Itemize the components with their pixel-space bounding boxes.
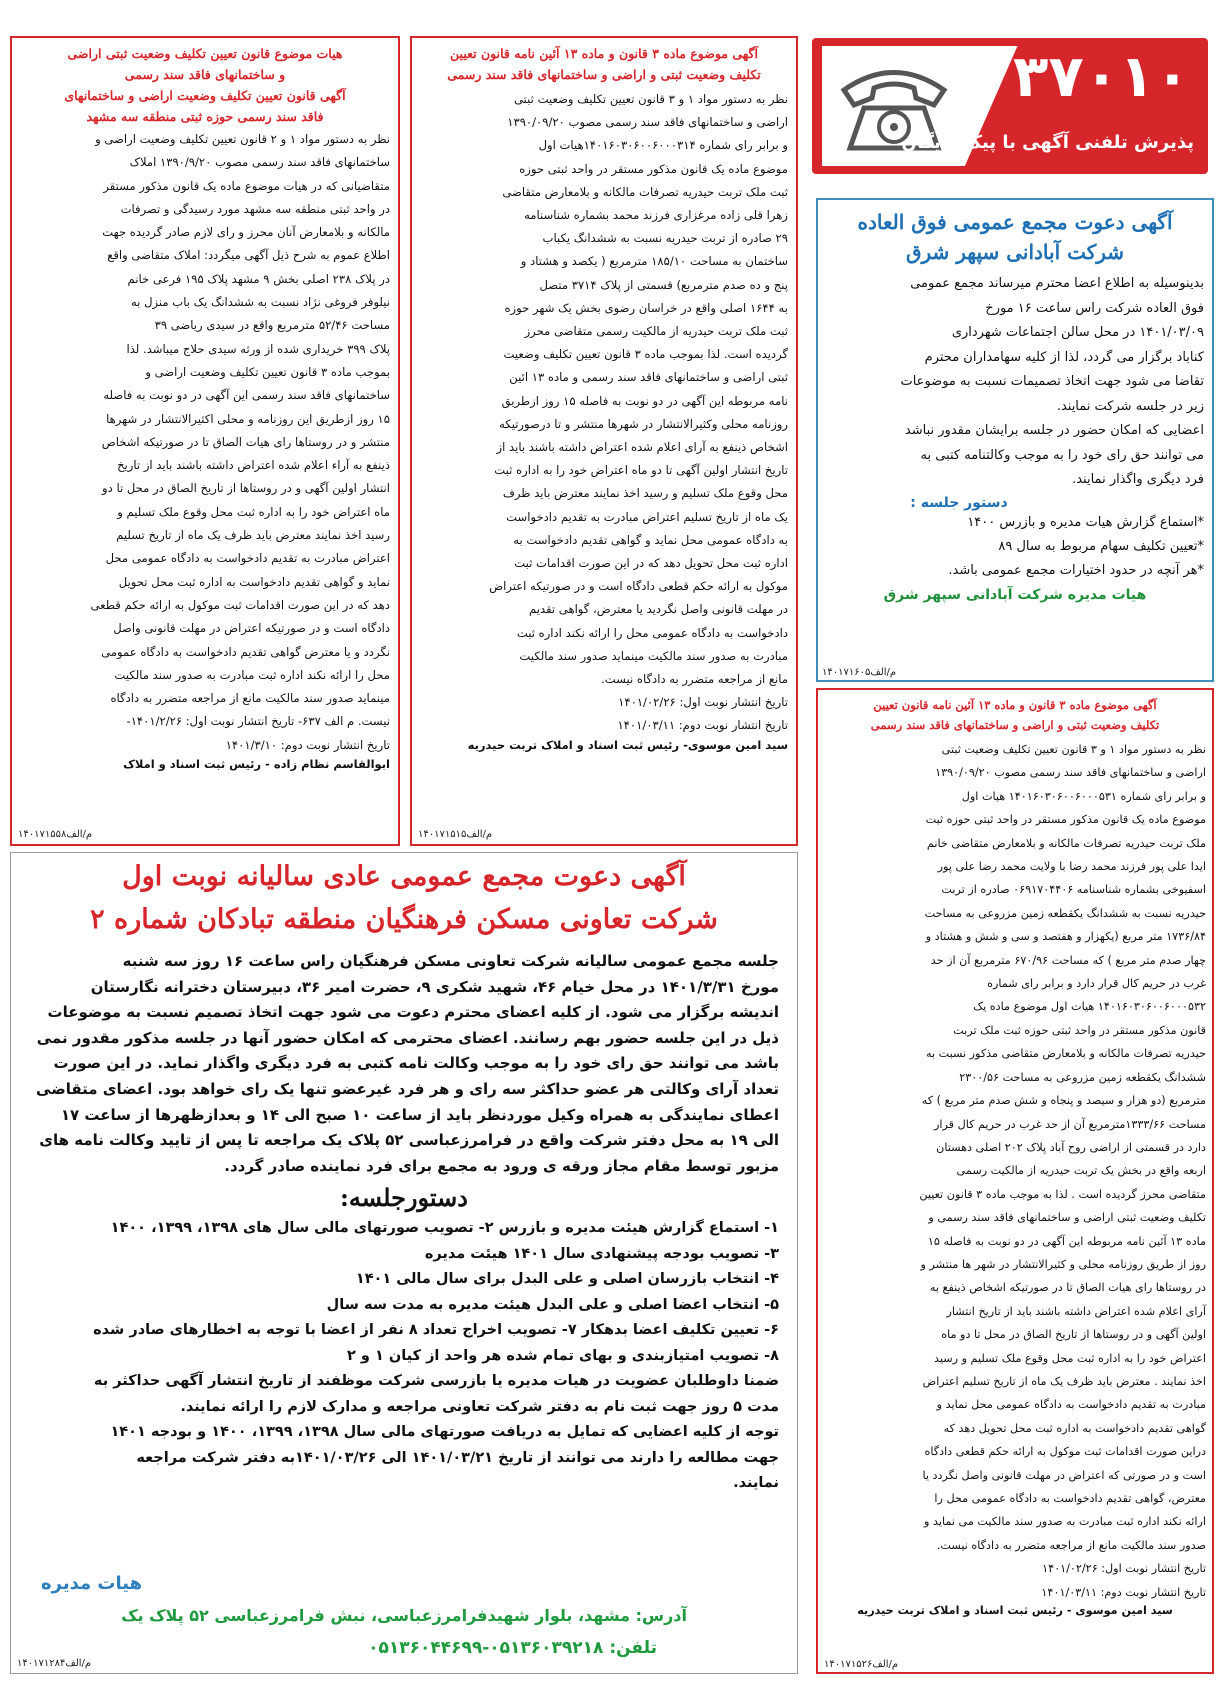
text-line: مورخ ۱۴۰۱/۳/۳۱ در محل خیام ۴۶، شهید شکری ۹، حضرت امیر ۳۶، دبیرستان دخترانه نگارستان xyxy=(90,977,779,996)
text-line: به ۱۶۴۴ اصلی واقع در خراسان رضوی بخش یک شهر حوزه xyxy=(504,300,788,315)
agenda-item: ۶- تعیین تکلیف اعضا بدهکار ۷- تصویب اخراج تعداد ۸ نفر از اعضا با توجه به اخطارهای صادر شده xyxy=(93,1322,779,1339)
text-line: آرای اعلام شده اعتراض داشته باشند باید از تاریخ انتشار xyxy=(946,1304,1206,1318)
text-line: اعطای نمایندگی به همراه وکیل مورد‌نظر باید از ساعت ۱۰ صبح الی ۱۴ و بعدازظهرها از ساعت ۱۷ xyxy=(60,1105,779,1124)
text-line: اراضی و ساختمانهای فاقد سند رسمی مصوب ۱۳۹۰/۰۹/۲۰ xyxy=(935,766,1206,780)
text-line: دهد که در این صورت اقدامات ثبت موکول به ارائه حکم قطعی xyxy=(90,597,390,612)
text-line: گواهی تقدیم دادخواست به اداره ثبت محل تحویل دهد که xyxy=(943,1421,1206,1435)
text-line: اخذ نمایند . معترض باید ظرف یک ماه از تاریخ تسلیم اعتراض xyxy=(922,1374,1206,1388)
text-line: گردیده است. لذا بموجب ماده ۳ قانون تعیین تکلیف وضعیت xyxy=(503,347,788,362)
text-line: مترمربع (دو هزار و سیصد و پنجاه و شش صدم متر مربع ) که xyxy=(921,1094,1206,1108)
sepehr-company-name: شرکت آبادانی سپهر شرق xyxy=(905,240,1125,264)
sepehr-body xyxy=(818,272,1212,493)
text-line: اعتراض مبادرت به تقدیم دادخواست به دادگاه عمومی محل xyxy=(105,551,390,566)
text-line: تقاضا می شود جهت اتخاذ تصمیمات نسبت به موضوعات xyxy=(900,374,1204,389)
text-line: مانع از مراجعه متضرر به دادگاه نیست. xyxy=(601,672,788,687)
text-line: منتشر و در روستاها رای هیات الصاق تا در صورتیکه اشخاص xyxy=(101,434,390,449)
text-line: غرب در حریم کال قرار دارد و برابر رای شماره xyxy=(987,977,1206,991)
text-line: بدینوسیله به اطلاع اعضا محترم میرساند مجمع عمومی xyxy=(910,276,1204,291)
notice-signature: سید امین موسوی- رئیس ثبت اسناد و املاک تربت حیدریه xyxy=(467,737,788,752)
ad-code: م/الف۱۴۰۱۷۱۵۱۵ xyxy=(418,829,493,840)
text-line: صدور سند مالکیت مانع از مراجعه متضرر به دادگاه نیست. xyxy=(936,1538,1206,1552)
notice-title-line2: تکلیف وضعیت ثبتی و اراضی و ساختمانهای فاقد سند رسمی xyxy=(447,67,761,82)
agenda-item: ۵- انتخاب اعضا اصلی و علی البدل هیئت مدیره به مدت سه سال xyxy=(326,1296,779,1313)
text-line: نامه مربوطه این آگهی در دو نوبت به فاصله ۱۵ روز ازطریق xyxy=(501,393,788,408)
registry-notice-ad-right xyxy=(816,688,1214,1674)
text-line: تاریخ انتشار اولین آگهی تا دو ماه اعتراض خود را به اداره ثبت xyxy=(494,463,788,478)
agenda-item: ۱- استماع گزارش هیئت مدیره و بازرس ۲- تصویب صورتهای مالی سال های ۱۳۹۸، ۱۳۹۹، ۱۴۰۰ xyxy=(110,1220,779,1237)
publish-date-second: تاریخ انتشار نوبت دوم: ۱۴۰۱/۰۳/۱۱ xyxy=(1041,1585,1206,1599)
publish-date-second: تاریخ انتشار نوبت دوم: ۱۴۰۱/۰۳/۱۱ xyxy=(617,718,788,733)
text-line: تکلیف وضعیت ثبتی اراضی و ساختمانهای فاقد سند رسمی و xyxy=(928,1211,1206,1225)
text-line: می توانند حق رای خود را به موجب وکالتنامه کتبی به xyxy=(920,447,1204,463)
text-line: الی ۱۹ به محل دفتر شرکت واقع در فرامرزعباسی ۵۲ پلاک یک مراجعه تا پس از تایید وکالت نامه های xyxy=(39,1131,779,1150)
coop-board-signature: هیات مدیره xyxy=(41,1573,143,1594)
text-line: نیلوفر فروغی نژاد نسبت به ششدانگ یک باب منزل به xyxy=(130,295,390,310)
ad-code: م/الف۱۴۰۱۷۱۵۲۶ xyxy=(824,1659,899,1670)
text-line: نظر به دستور مواد ۱ و ۲ قانون تعیین تکلیف وضعیت اراضی و xyxy=(95,132,390,146)
notice-body xyxy=(412,88,796,738)
notice-title-line2: و ساختمانهای فاقد سند رسمی xyxy=(124,67,286,82)
coop-company-name: شرکت تعاونی مسکن فرهنگیان منطقه تبادکان شماره ۲ xyxy=(90,904,718,935)
text-line: دراین صورت اقدامات ثبت موکول به ارائه حکم قطعی دادگاه xyxy=(924,1445,1206,1459)
text-line: اسفیوخی بشماره شناسنامه ۰۶۹۱۷۰۴۴۰۶ صادره از تربت xyxy=(941,883,1206,897)
text-line: نگردد و یا معترض گواهی تقدیم دادخواست به دادگاه عمومی xyxy=(101,644,390,659)
coop-body xyxy=(11,949,797,1179)
text-line: بموجب ماده ۳ قانون تعیین تکلیف وضعیت اراضی و xyxy=(145,364,390,379)
text-line: است و در صورتی که اعتراض در مهلت قانونی واصل نگردد یا xyxy=(922,1468,1206,1482)
phone-number: ۳۷۰۱۰ xyxy=(1012,42,1190,110)
publish-date-first: تاریخ انتشار نوبت اول: ۱۴۰۱/۰۲/۲۶ xyxy=(1042,1562,1206,1576)
agenda-item: ۳- تصویب بودجه پیشنهادی سال ۱۴۰۱ هیئت مدیره xyxy=(424,1245,779,1262)
text-line: اراضی و ساختمانهای فاقد سند رسمی مصوب ۱۳۹۰/۰۹/۲۰ xyxy=(507,115,788,130)
text-line: ساختمانهای فاقد سند رسمی این آگهی در دو نوبت به فاصله xyxy=(103,388,390,403)
agenda-item: *هر آنچه در حدود اختیارات مجمع عمومی باشد. xyxy=(948,562,1204,578)
text-line: ثبت ملک تربت حیدریه از مالکیت رسمی متقاضی محرز xyxy=(524,324,788,339)
text-line: ذینفع به آراء اعلام شده اعتراض داشته باشند باید از تاریخ xyxy=(117,458,390,473)
notice-title-line1: آگهی موضوع ماده ۳ قانون و ماده ۱۳ آئین نامه قانون تعیین xyxy=(450,46,758,61)
text-line: ثبتی اراضی و ساختمانهای فاقد سند رسمی و ماده ۱۳ ائین xyxy=(509,370,788,385)
notice-signature: ابوالقاسم نظام زاده - رئیس ثبت اسناد و املاک xyxy=(123,757,390,772)
text-line: زهرا قلی زاده مرغزاری فرزند محمد بشماره شناسنامه xyxy=(524,208,788,223)
phone-banner-caption: پذیرش تلفنی آگهی با پیک رایگان xyxy=(901,132,1194,153)
text-line: مزبور توسط مقام مجاز ورقه ی ورود به مجمع برای فرد نماینده صادر گردد. xyxy=(224,1156,779,1175)
text-line: نیست. م الف ۶۳۷- تاریخ انتشار نوبت اول: ۱۴۰۱/۲/۲۶- xyxy=(126,714,390,729)
text-line: اولین آگهی و در روستاها از تاریخ الصاق در محل تا دو ماه xyxy=(941,1328,1206,1342)
text-line: موکول به ارائه حکم قطعی دادگاه است و در صورتیکه اعتراض xyxy=(489,579,788,594)
text-line: موضوع ماده یک قانون مذکور مستقر در واحد ثبتی حوزه ثبت xyxy=(925,813,1206,827)
text-line: مساحت ۱۳۳۳/۶۶مترمربع آن از حد غرب در حریم کال قرار xyxy=(933,1117,1206,1131)
text-line: کناباد برگزار می گردد، لذا از کلیه سهامداران محترم xyxy=(924,349,1204,365)
text-line: اطلاع عموم به شرح ذیل آگهی میگردد: املاک متقاضی واقع xyxy=(107,248,390,263)
coop-notes xyxy=(11,1369,797,1497)
text-line: پلاک ۳۹۹ خریداری شده از ورثه سیدی حلاج میباشد. لذا xyxy=(126,341,390,356)
text-line: مبادرت به صدور سند مالکیت مینماید صدور سند مالکیت xyxy=(519,648,788,663)
text-line: ۱۴۰۱۶۰۳۰۶۰۰۶۰۰۰۵۳۲ هیات اول موضوع ماده یک xyxy=(973,1000,1206,1014)
text-line: اندیشه برگزار می شود. از کلیه اعضای محترم دعوت می شود جهت اتخاذ تصمیم نسبت به موضوعات xyxy=(47,1003,779,1022)
text-line: جهت مطالعه را دارند می توانند از تاریخ ۱۴۰۱/۰۳/۲۱ الی ۱۴۰۱/۰۳/۲۶به دفتر شرکت مراجعه xyxy=(136,1449,779,1466)
text-line: تعداد آرای وکالتی هر عضو حداکثر سه رای و هر فرد غیرعضو تنها یک رای خواهد بود. اعضای متقاضی xyxy=(36,1079,779,1098)
text-line: به دادگاه عمومی محل نماید و گواهی تقدیم دادخواست به xyxy=(513,532,788,547)
agenda-item: ۸- تصویب امتیازبندی و بهای تمام شده هر واحد از کیان ۱ و ۲ xyxy=(346,1347,779,1364)
text-line: اربعه واقع در بخش یک تربت حیدریه از مالکیت رسمی xyxy=(956,1164,1206,1178)
sepehr-signature: هیات مدیره شرکت آبادانی سپهر شرق xyxy=(883,586,1147,603)
text-line: محل وقوع ملک تسلیم و رسید اخذ نمایند معترض باید ظرف xyxy=(502,486,788,501)
text-line: محل را ارائه نکند اداره ثبت مبادرت به صدور سند مالکیت xyxy=(114,667,390,682)
agenda-item: ۴- انتخاب بازرسان اصلی و علی البدل برای سال مالی ۱۴۰۱ xyxy=(355,1271,779,1288)
text-line: معترض، گواهی تقدیم دادخواست به دادگاه عمومی محل را xyxy=(934,1492,1206,1505)
text-line: ۲۹ صادره از تربت حیدریه نسبت به ششدانگ یکباب xyxy=(542,231,788,246)
text-line: انتشار اولین آگهی و در روستاها از تاریخ الصاق در محل تا دو xyxy=(102,481,390,496)
ad-code: م/الف۱۴۰۱۷۱۲۸۴ xyxy=(17,1658,92,1669)
text-line: مینماید صدور سند مالکیت مانع از مراجعه متضرر به دادگاه xyxy=(110,691,390,706)
text-line: ارائه نکند اداره ثبت مبادرت به صدور سند مالکیت می نماید و xyxy=(924,1515,1206,1529)
text-line: یک ماه از تاریخ تسلیم اعتراض مبادرت به تقدیم دادخواست xyxy=(506,509,788,524)
ad-code: م/الف۱۴۰۱۷۱۶۰۵ xyxy=(822,667,897,678)
text-line: متقاضی محرز گردیده است . لذا به موجب ماده ۳ قانون تعیین xyxy=(919,1187,1206,1201)
notice-title-line1: هیات موضوع قانون تعیین تکلیف وضعیت ثبتی اراضی xyxy=(67,46,343,61)
text-line: مالکانه و بلامعارض آنان محرز و رای لازم صادر گردیده جهت xyxy=(102,225,390,240)
registry-notice-ad-mashhad xyxy=(10,36,400,846)
text-line: باشد می توانند حق رای خود را به موجب وکالت نامه کتبی به فرد دیگری واگذار نماید. در این صورت xyxy=(53,1054,779,1073)
text-line: ماه اعتراض خود را به اداره ثبت محل وقوع ملک تسلیم و xyxy=(117,504,390,519)
agenda-item: *استماع گزارش هیات مدیره و بازرس ۱۴۰۰ xyxy=(967,514,1204,530)
text-line: در پلاک ۲۳۸ اصلی بخش ۹ مشهد پلاک ۱۹۵ فرعی خانم xyxy=(127,271,390,286)
sepehr-agenda-title: دستور جلسه : xyxy=(910,494,1008,511)
text-line: فرد دیگری واگذار نمایند. xyxy=(1072,472,1204,487)
text-line: و برابر رای شماره ۱۴۰۱۶۰۳۰۶۰۰۶۰۰۰۵۳۱ هیات اول xyxy=(961,789,1206,803)
text-line: ششدانگ یکقطعه زمین مزروعی به مساحت ۲۳۰۰/۵۶ xyxy=(959,1070,1206,1084)
text-line: متقاضیانی که در هیات موضوع ماده یک قانون مذکور مستقر xyxy=(103,178,390,193)
sepehr-title: آگهی دعوت مجمع عمومی فوق العاده xyxy=(857,210,1173,234)
text-line: دارد در قسمتی از اراضی روح آباد پلاک ۲۰۲ اصلی دهستان xyxy=(936,1140,1206,1154)
text-line: در مهلت قانونی واصل نگردید یا معترض، گواهی تقدیم xyxy=(529,602,788,617)
text-line: ماده ۱۳ آئین نامه مربوطه این آگهی در دو نوبت به فاصله ۱۵ xyxy=(927,1234,1206,1248)
text-line: ملک تربت حیدریه تصرفات مالکانه و بلامعارض متقاضی خانم xyxy=(926,836,1206,850)
text-line: ذیل در این جلسه حضور بهم رسانند. اعضای محترمی که امکان حضور آنها در جلسه مذکور مقدور نمی xyxy=(36,1028,779,1047)
text-line: رسید اخذ نمایند معترض باید ظرف یک ماه از تاریخ تسلیم xyxy=(116,528,390,543)
text-line: ایدا علی پور فرزند محمد رضا با ولایت محمد رضا علی پور xyxy=(937,860,1206,874)
text-line: در روستاها رای هیات الصاق تا در صورتیکه اشخاص ذینفع به xyxy=(929,1281,1206,1295)
text-line: حیدریه نسبت به ششدانگ یکقطعه زمین مزروعی به مساحت xyxy=(924,906,1206,920)
text-line: دادگاه است و در صورتیکه اعتراض در مهلت قانونی واصل xyxy=(113,621,390,636)
notice-title-line2: تکلیف وضعیت ثبتی و اراضی و ساختمانهای فاقد سند رسمی xyxy=(870,718,1160,732)
publish-date-first: تاریخ انتشار نوبت اول: ۱۴۰۱/۰۲/۲۶ xyxy=(618,695,788,710)
phone-ad-banner xyxy=(812,38,1208,174)
notice-body xyxy=(818,738,1212,1604)
text-line: و برابر رای شماره ۱۴۰۱۶۰۳۰۶۰۰۶۰۰۰۳۱۴هیات اول xyxy=(538,138,788,153)
coop-phone: تلفن: ۰۵۱۳۶۰۳۹۲۱۸-۰۵۱۳۶۰۴۴۶۹۹ xyxy=(368,1638,657,1658)
ad-code: م/الف۱۴۰۱۷۱۵۵۸ xyxy=(18,829,93,840)
text-line: مساحت ۵۲/۴۶ مترمربع واقع در سیدی ریاضی ۳۹ xyxy=(154,318,390,333)
sepehr-agenda xyxy=(818,511,1212,583)
housing-coop-meeting-ad xyxy=(10,852,798,1674)
notice-title-line1: آگهی موضوع ماده ۳ قانون و ماده ۱۳ آئین نامه قانون تعیین xyxy=(873,698,1157,712)
text-line: مدت ۵ روز جهت ثبت نام به دفتر شرکت تعاونی مراجعه و مدارک لازم را ارائه نمایند. xyxy=(180,1398,779,1415)
coop-address: آدرس: مشهد، بلوار شهیدفرامرزعباسی، نبش فرامرزعباسی ۵۲ پلاک یک xyxy=(121,1606,687,1625)
text-line: جلسه مجمع عمومی سالیانه شرکت تعاونی مسکن فرهنگیان راس ساعت ۱۶ روز سه شنبه xyxy=(122,952,779,970)
text-line: دادخواست به دادگاه عمومی محل را ارائه نکند اداره ثبت xyxy=(516,625,788,640)
coop-agenda-title: دستورجلسه: xyxy=(340,1183,468,1213)
text-line: اعتراض خود را به اداره ثبت محل وقوع ملک تسلیم و رسید xyxy=(934,1351,1206,1365)
text-line: موضوع ماده یک قانون مذکور مستقر در واحد ثبتی حوزه xyxy=(519,161,788,176)
text-line: فوق العاده شرکت راس ساعت ۱۶ مورخ xyxy=(985,300,1204,316)
text-line: زیر در جلسه شرکت نمایند. xyxy=(1056,398,1204,414)
text-line: روزنامه محلی وکثیرالانتشار در شهرها منتشر و تا درصورتیکه xyxy=(499,416,788,431)
registry-notice-ad-middle xyxy=(410,36,798,846)
text-line: نمایند. xyxy=(733,1475,779,1492)
sepehr-shareholder-meeting-ad xyxy=(816,198,1214,682)
text-line: قانون مذکور مستقر در واحد ثبتی حوزه ثبت ملک تربت xyxy=(953,1023,1206,1037)
text-line: نظر به دستور مواد ۱ و ۳ قانون تعیین تکلیف وضعیت ثبتی xyxy=(941,743,1206,756)
coop-title: آگهی دعوت مجمع عمومی عادی سالیانه نوبت اول xyxy=(122,861,686,892)
text-line: ۱۷۳۶/۸۴ متر مربع (یکهزار و هفتصد و سی و شش و هشتاد و xyxy=(925,930,1206,944)
text-line: ساختمانهای فاقد سند رسمی مصوب ۱۳۹۰/۹/۲۰ املاک xyxy=(129,155,390,170)
text-line: در واحد ثبتی منطقه سه مشهد مورد رسیدگی و تصرفات xyxy=(120,201,390,216)
coop-agenda xyxy=(11,1216,797,1369)
text-line: ۱۴۰۱/۰۳/۰۹ در محل سالن اجتماعات شهرداری xyxy=(951,325,1204,340)
notice-signature: سید امین موسوی - رئیس ثبت اسناد و املاک تربت حیدریه xyxy=(857,1604,1173,1618)
text-line: روز از طریق روزنامه محلی و کثیرالانتشار در شهر ها منتشر و xyxy=(920,1257,1206,1271)
text-line: ساختمان به مساحت ۱۸۵/۱۰ مترمربع ( یکصد و هشتاد و xyxy=(520,254,788,269)
text-line: ثبت ملک تربت حیدریه تصرفات مالکانه و بلامعارض متقاضی xyxy=(502,184,788,199)
text-line: پنج و ده صدم مترمربع) قسمتی از پلاک ۳۷۱۴ متصل xyxy=(539,277,788,292)
text-line: توجه از کلیه اعضایی که تمایل به دریافت صورتهای مالی سال ۱۳۹۸، ۱۳۹۹، ۱۴۰۰ و بودجه ۱۴۰۱ xyxy=(110,1424,779,1441)
text-line: ضمنا داوطلبان عضویت در هیات مدیره یا بازرسی شرکت موظفند از تاریخ انتشار آگهی حداکثر به xyxy=(93,1373,779,1390)
notice-title-line3: آگهی قانون تعیین تکلیف وضعیت اراضی و ساختمانهای xyxy=(64,88,346,103)
text-line: نماید و گواهی تقدیم دادخواست به اداره ثبت محل تحویل xyxy=(118,574,390,589)
text-line: تاریخ انتشار نوبت دوم: ۱۴۰۱/۳/۱۰ xyxy=(225,737,390,752)
text-line: حیدریه تصرفات مالکانه و بلامعارض متقاضی مذکور نسبت به xyxy=(925,1047,1206,1061)
text-line: چهار صدم متر مربع ) که مساحت ۶۷۰/۹۶ مترمربع آن از حد xyxy=(930,953,1206,967)
notice-title-line4: فاقد سند رسمی حوزه ثبتی منطقه سه مشهد xyxy=(86,109,324,124)
text-line: اشخاص ذینفع به آرای اعلام شده اعتراض داشته باشند باید از xyxy=(496,440,788,455)
text-line: اعضایی که امکان حضور در جلسه برایشان مقدور نباشد xyxy=(904,423,1204,438)
notice-body xyxy=(12,128,398,757)
text-line: اداره ثبت محل تحویل دهد که در این صورت اقدامات ثبت xyxy=(514,556,788,571)
text-line: نظر به دستور مواد ۱ و ۳ قانون تعیین تکلیف وضعیت ثبتی xyxy=(514,92,788,106)
agenda-item: *تعیین تکلیف سهام مربوط به سال ۸۹ xyxy=(998,538,1204,554)
text-line: ۱۵ روز ازطریق این روزنامه و محلی اکثیرالانتشار در شهرها xyxy=(106,411,390,426)
text-line: مبادرت به تقدیم دادخواست به دادگاه عمومی محل نماید و xyxy=(936,1398,1206,1412)
